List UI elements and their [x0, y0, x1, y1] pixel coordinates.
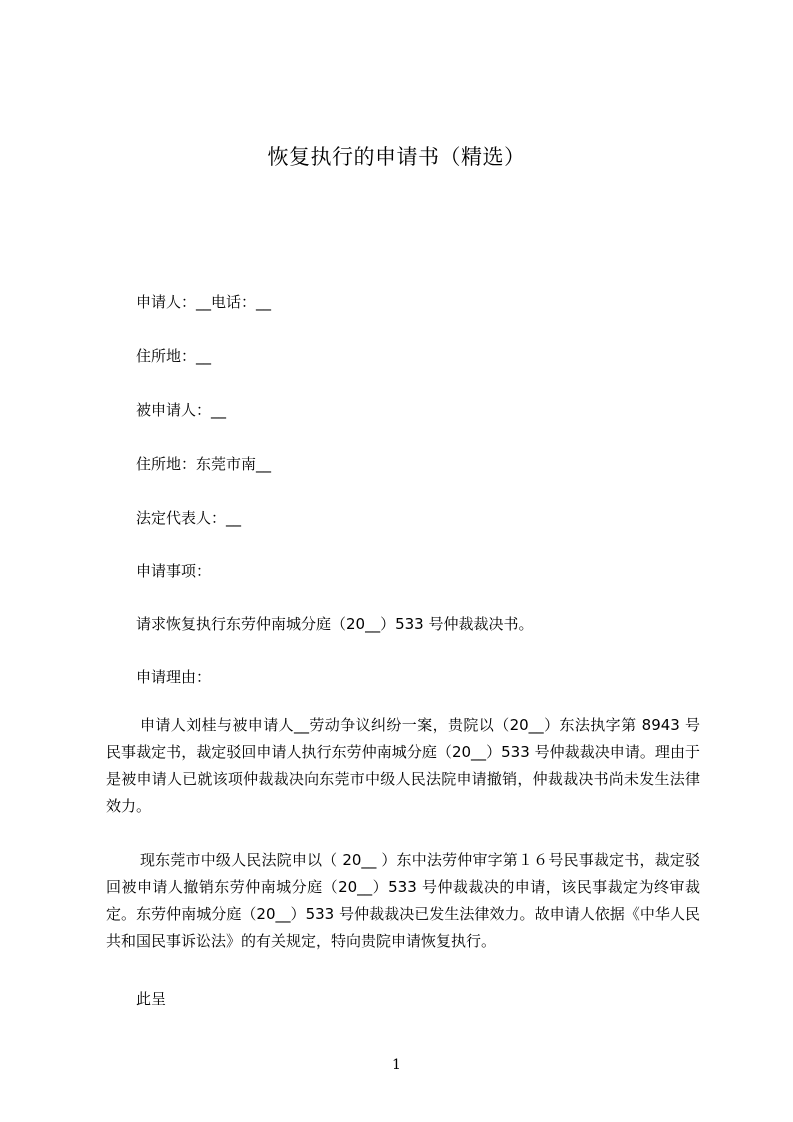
reasons-paragraph-1: 申请人刘桂与被申请人__劳动争议纠纷一案，贵院以（20__）东法执字第 8943 号民事裁定书，裁定驳回申请人执行东劳仲南城分庭（20__）533 号仲裁裁决申请。理由于是被申请人已就该项仲裁裁决向东莞市中级人民法院申请撤销，仲裁裁决书尚未发生法律效力。: [106, 716, 700, 815]
page-number: 1: [392, 1057, 401, 1073]
respondent-line: 被申请人：__: [136, 401, 227, 419]
legal-representative-line: 法定代表人：__: [136, 509, 242, 527]
document-title: 恢复执行的申请书（精选）: [267, 145, 526, 169]
closing-line: 此呈: [136, 990, 167, 1008]
applicant-address-line: 住所地：__: [136, 347, 212, 365]
matters-text: 请求恢复执行东劳仲南城分庭（20__）533 号仲裁裁决书。: [136, 615, 534, 633]
reasons-paragraph-2: 现东莞市中级人民法院申以（ 20__ ）东中法劳仲审字第１６号民事裁定书，裁定驳回被申请人撤销东劳仲南城分庭（20__）533 号仲裁裁决的申请，该民事裁定为终审裁定。东劳仲南城分庭（20__）533 号仲裁裁决已发生法律效力。故申请人依据《中华人民共和国民事诉讼法》的有关规定，特向贵院申请恢复执行。: [106, 851, 700, 950]
matters-heading: 申请事项：: [136, 562, 212, 580]
applicant-line: 申请人：__电话：__: [136, 293, 272, 311]
respondent-address-line: 住所地：东莞市南__: [136, 455, 272, 473]
reasons-heading: 申请理由：: [136, 668, 212, 686]
